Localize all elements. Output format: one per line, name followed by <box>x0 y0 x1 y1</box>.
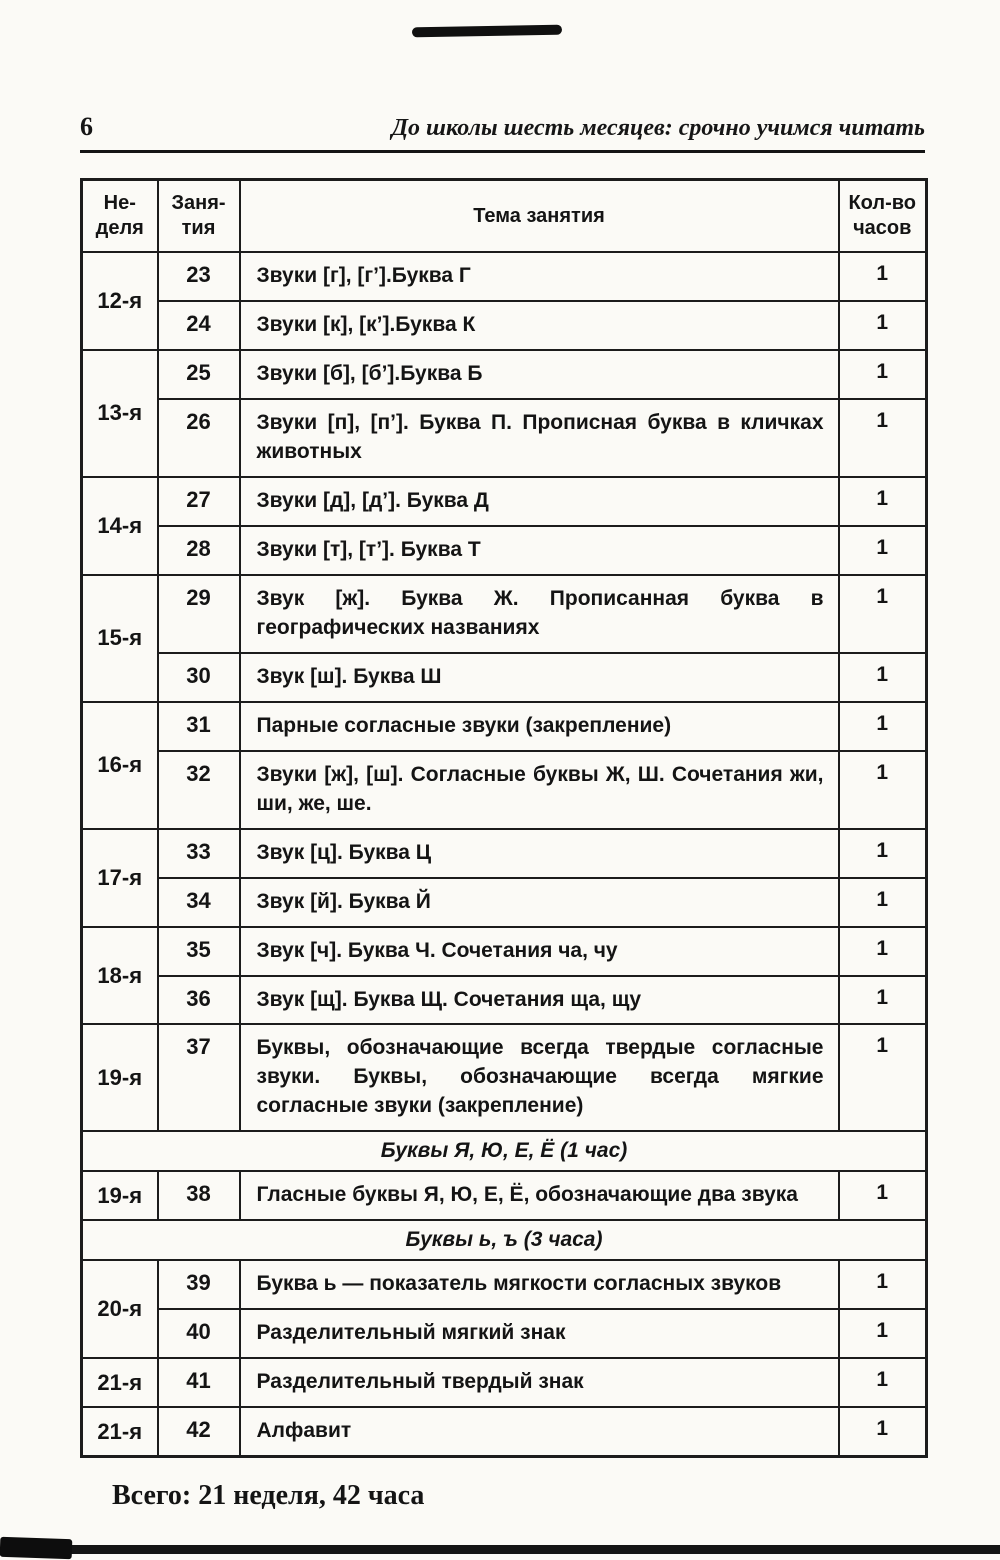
topic-cell: Буква ь — показатель мягкости согласных звуков <box>240 1260 839 1309</box>
topic-cell: Звук [ш]. Буква Ш <box>240 653 839 702</box>
week-cell: 19-я <box>82 1024 158 1131</box>
col-header-week: Не- деля <box>82 180 158 253</box>
hours-cell: 1 <box>839 1024 927 1131</box>
lesson-cell: 38 <box>158 1171 240 1220</box>
week-cell: 16-я <box>82 702 158 829</box>
table-row <box>82 878 927 927</box>
col-header-lesson: Заня- тия <box>158 180 240 253</box>
week-cell: 18-я <box>82 927 158 1025</box>
table-row <box>82 526 927 575</box>
topic-cell: Звук [ч]. Буква Ч. Сочетания ча, чу <box>240 927 839 976</box>
lesson-cell: 35 <box>158 927 240 976</box>
scan-artifact-bottom <box>12 1545 1000 1554</box>
week-cell: 14-я <box>82 477 158 575</box>
table-row <box>82 1358 927 1407</box>
hours-cell: 1 <box>839 301 927 350</box>
topic-cell: Звуки [д], [д’]. Буква Д <box>240 477 839 526</box>
lesson-cell: 26 <box>158 399 240 477</box>
lesson-cell: 25 <box>158 350 240 399</box>
lesson-cell: 23 <box>158 252 240 301</box>
table-row <box>82 575 927 653</box>
lesson-cell: 36 <box>158 976 240 1025</box>
topic-cell: Звуки [п], [п’]. Буква П. Прописная буква в кличках животных <box>240 399 839 477</box>
hours-cell: 1 <box>839 829 927 878</box>
lesson-cell: 40 <box>158 1309 240 1358</box>
header-rule <box>80 150 925 153</box>
hours-cell: 1 <box>839 702 927 751</box>
topic-cell: Разделительный мягкий знак <box>240 1309 839 1358</box>
section-row <box>82 1131 927 1171</box>
hours-cell: 1 <box>839 976 927 1025</box>
week-cell: 15-я <box>82 575 158 702</box>
lesson-cell: 41 <box>158 1358 240 1407</box>
hours-cell: 1 <box>839 1358 927 1407</box>
hours-cell: 1 <box>839 526 927 575</box>
topic-cell: Звуки [ж], [ш]. Согласные буквы Ж, Ш. Сочетания жи, ши, же, ше. <box>240 751 839 829</box>
week-cell: 20-я <box>82 1260 158 1358</box>
table-row <box>82 1171 927 1220</box>
hours-cell: 1 <box>839 1171 927 1220</box>
topic-cell: Разделительный твердый знак <box>240 1358 839 1407</box>
topic-cell: Звук [й]. Буква Й <box>240 878 839 927</box>
lesson-cell: 24 <box>158 301 240 350</box>
hours-cell: 1 <box>839 575 927 653</box>
table-row <box>82 751 927 829</box>
week-cell: 17-я <box>82 829 158 927</box>
table-row <box>82 399 927 477</box>
topic-cell: Звук [щ]. Буква Щ. Сочетания ща, щу <box>240 976 839 1025</box>
table-row <box>82 252 927 301</box>
topic-cell: Звуки [б], [б’].Буква Б <box>240 350 839 399</box>
table-row <box>82 829 927 878</box>
scan-artifact-top <box>412 25 562 38</box>
col-header-topic: Тема занятия <box>240 180 839 253</box>
hours-cell: 1 <box>839 1260 927 1309</box>
lesson-cell: 32 <box>158 751 240 829</box>
topic-cell: Звуки [т], [т’]. Буква Т <box>240 526 839 575</box>
table-row <box>82 1024 927 1131</box>
section-row <box>82 1220 927 1260</box>
hours-cell: 1 <box>839 878 927 927</box>
col-header-hours: Кол-во часов <box>839 180 927 253</box>
week-cell: 21-я <box>82 1407 158 1456</box>
hours-cell: 1 <box>839 252 927 301</box>
table-row <box>82 927 927 976</box>
table-row <box>82 976 927 1025</box>
table-row <box>82 702 927 751</box>
topic-cell: Парные согласные звуки (закрепление) <box>240 702 839 751</box>
table-header-row <box>82 180 927 253</box>
table-row <box>82 350 927 399</box>
lesson-cell: 33 <box>158 829 240 878</box>
topic-cell: Звук [ж]. Буква Ж. Прописанная буква в географических названиях <box>240 575 839 653</box>
lesson-cell: 27 <box>158 477 240 526</box>
topic-cell: Буквы, обозначающие всегда твердые согласные звуки. Буквы, обозначающие всегда мягкие согласные звуки (закрепление) <box>240 1024 839 1131</box>
total-summary: Всего: 21 неделя, 42 часа <box>112 1480 425 1511</box>
topic-cell: Звуки [г], [г’].Буква Г <box>240 252 839 301</box>
table-row <box>82 653 927 702</box>
hours-cell: 1 <box>839 1407 927 1456</box>
lesson-cell: 30 <box>158 653 240 702</box>
week-cell: 13-я <box>82 350 158 477</box>
lesson-cell: 31 <box>158 702 240 751</box>
lesson-schedule-table <box>80 178 928 1458</box>
hours-cell: 1 <box>839 399 927 477</box>
table-row <box>82 301 927 350</box>
table-row <box>82 1309 927 1358</box>
topic-cell: Звук [ц]. Буква Ц <box>240 829 839 878</box>
topic-cell: Звуки [к], [к’].Буква К <box>240 301 839 350</box>
hours-cell: 1 <box>839 350 927 399</box>
section-title: Буквы Я, Ю, Е, Ё (1 час) <box>82 1131 927 1171</box>
week-cell: 12-я <box>82 252 158 350</box>
scan-artifact-bottom-left <box>0 1537 72 1560</box>
section-title: Буквы ь, ъ (3 часа) <box>82 1220 927 1260</box>
hours-cell: 1 <box>839 1309 927 1358</box>
hours-cell: 1 <box>839 477 927 526</box>
table-row <box>82 1407 927 1456</box>
lesson-cell: 28 <box>158 526 240 575</box>
week-cell: 19-я <box>82 1171 158 1220</box>
lesson-cell: 29 <box>158 575 240 653</box>
page-number: 6 <box>80 112 93 141</box>
running-head <box>80 112 925 142</box>
topic-cell: Алфавит <box>240 1407 839 1456</box>
lesson-cell: 42 <box>158 1407 240 1456</box>
table-row <box>82 477 927 526</box>
week-cell: 21-я <box>82 1358 158 1407</box>
lesson-cell: 39 <box>158 1260 240 1309</box>
topic-cell: Гласные буквы Я, Ю, Е, Ё, обозначающие два звука <box>240 1171 839 1220</box>
lesson-cell: 34 <box>158 878 240 927</box>
running-title: До школы шесть месяцев: срочно учимся читать <box>391 115 925 141</box>
hours-cell: 1 <box>839 653 927 702</box>
hours-cell: 1 <box>839 927 927 976</box>
lesson-cell: 37 <box>158 1024 240 1131</box>
table-row <box>82 1260 927 1309</box>
hours-cell: 1 <box>839 751 927 829</box>
